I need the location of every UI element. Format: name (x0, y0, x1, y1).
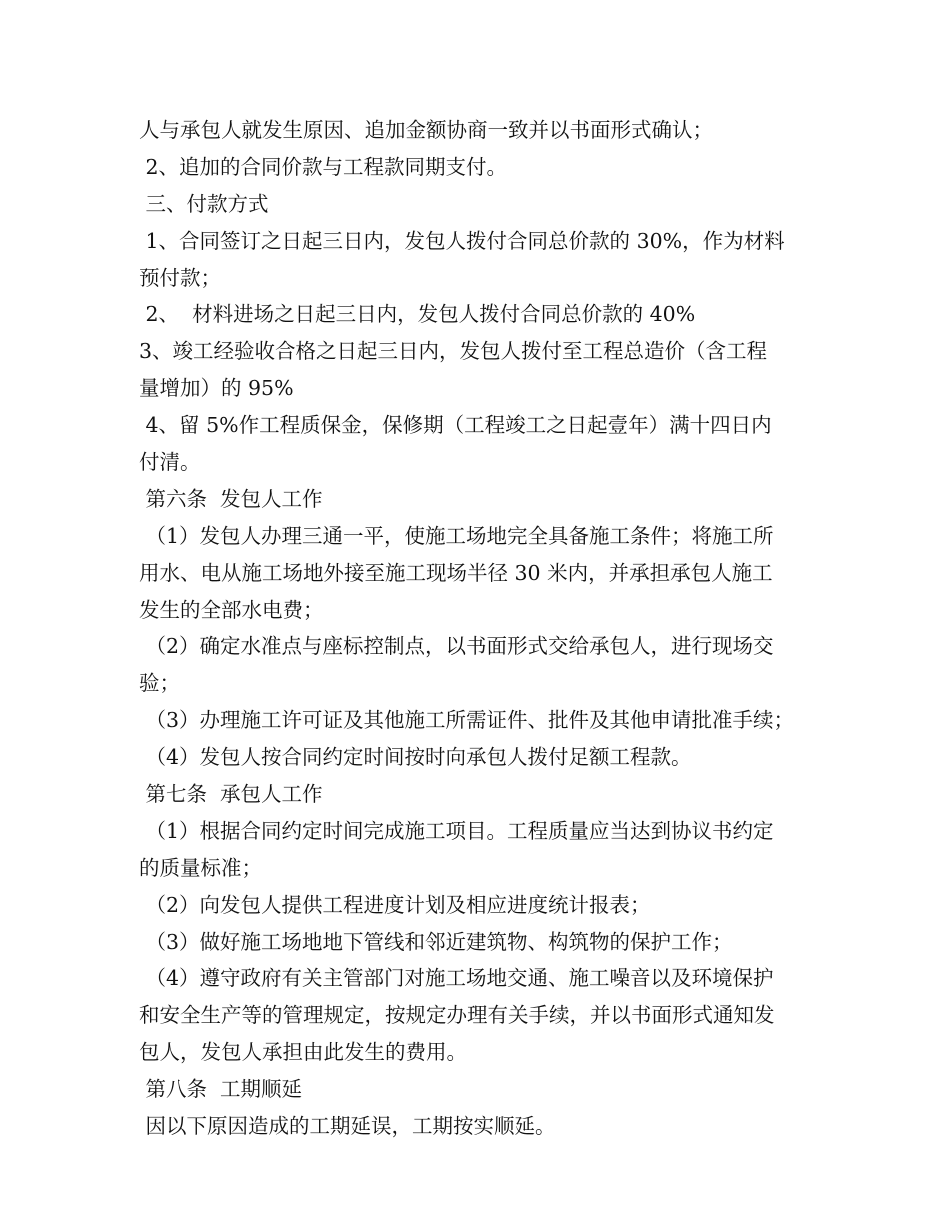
text-line: 和安全生产等的管理规定，按规定办理有关手续，并以书面形式通知发 (139, 1003, 775, 1028)
text-line: 预付款； (139, 265, 221, 290)
text-line: 因以下原因造成的工期延误，工期按实顺延。 (139, 1114, 556, 1139)
text-line: （3）办理施工许可证及其他施工所需证件、批件及其他申请批准手续； (139, 708, 795, 733)
text-line: 3、竣工经验收合格之日起三日内，发包人拨付至工程总造价（含工程 (139, 339, 768, 364)
text-line: 人与承包人就发生原因、追加金额协商一致并以书面形式确认； (139, 118, 713, 142)
article-heading: 第六条 发包人工作 (139, 486, 323, 511)
text-line: 2、 材料进场之日起三日内，发包人拨付合同总价款的 40% (139, 302, 696, 327)
text-line: 发生的全部水电费； (139, 597, 324, 622)
article-heading: 第七条 承包人工作 (139, 782, 323, 807)
text-line: 验； (139, 671, 180, 696)
text-line: 付清。 (139, 450, 201, 475)
text-line: （1）根据合同约定时间完成施工项目。工程质量应当达到协议书约定 (139, 818, 774, 843)
text-line: （2）向发包人提供工程进度计划及相应进度统计报表； (139, 892, 651, 917)
text-line: 4、留 5%作工程质保金，保修期（工程竣工之日起壹年）满十四日内 (139, 413, 772, 438)
section-heading: 三、付款方式 (139, 191, 269, 216)
text-line: 包人，发包人承担由此发生的费用。 (139, 1040, 467, 1065)
text-line: （4）发包人按合同约定时间按时向承包人拨付足额工程款。 (139, 745, 692, 770)
text-line: （1）发包人办理三通一平，使施工场地完全具备施工条件；将施工所 (139, 523, 774, 548)
text-line: 1、合同签订之日起三日内，发包人拨付合同总价款的 30%，作为材料 (139, 228, 785, 253)
text-line: （2）确定水准点与座标控制点，以书面形式交给承包人，进行现场交 (139, 634, 774, 659)
text-line: 的质量标准； (139, 855, 262, 880)
text-line: 量增加）的 95% (139, 376, 294, 401)
document-body (139, 112, 839, 1145)
text-line: （4）遵守政府有关主管部门对施工场地交通、施工噪音以及环境保护 (139, 966, 774, 991)
text-line: （3）做好施工场地地下管线和邻近建筑物、构筑物的保护工作； (139, 929, 733, 954)
text-line: 2、追加的合同价款与工程款同期支付。 (139, 154, 508, 179)
text-line: 用水、电从施工场地外接至施工现场半径 30 米内，并承担承包人施工 (139, 560, 773, 585)
article-heading: 第八条 工期顺延 (139, 1077, 303, 1102)
